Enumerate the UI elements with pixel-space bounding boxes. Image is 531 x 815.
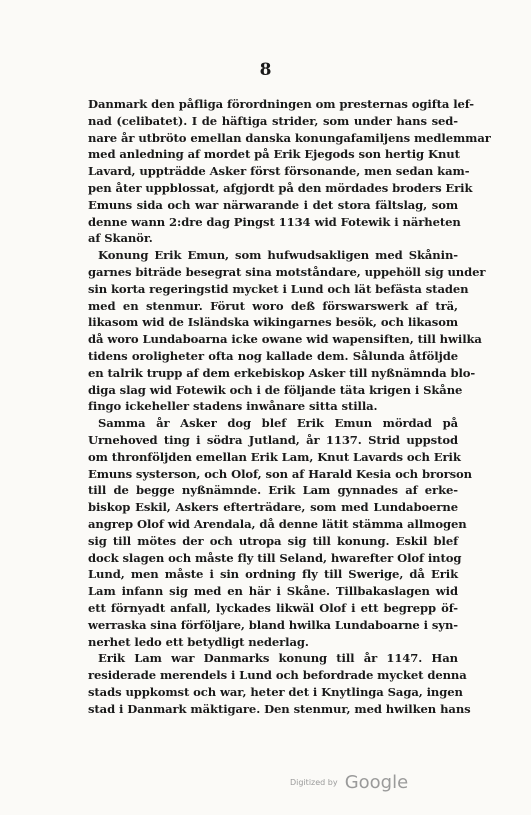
google-logo: Google <box>344 772 409 793</box>
text-line: Emuns sida och war närwarande i det stora fältslag, som <box>88 197 458 212</box>
text-line: stads uppkomst och war, heter det i Knytlinga Saga, ingen <box>88 684 463 699</box>
page-number: 8 <box>259 60 272 80</box>
text-line: nad (celibatet). I de häftiga strider, som under hans sed- <box>88 113 458 128</box>
text-line: Emuns systerson, och Olof, son af Harald Kesia och brorson <box>88 466 472 481</box>
text-line: med anledning af mordet på Erik Ejegods son hertig Knut <box>88 147 460 162</box>
text-line: då woro Lundaboarna icke owane wid wapensiften, till hwilka <box>88 332 482 347</box>
text-line: garnes biträde besegrat sina motståndare, uppehöll sig under <box>88 264 486 279</box>
text-line: diga slag wid Fotewik och i de följande täta krigen i Skåne <box>88 382 463 397</box>
text-line: biskop Eskil, Askers efterträdare, som med Lundaboerne <box>88 500 458 515</box>
text-line: angrep Olof wid Arendala, då denne lätit stämma allmogen <box>88 516 467 531</box>
text-line: nare år utbröto emellan danska konungafamiljens medlemmar <box>88 130 491 145</box>
text-line: Erik Lam war Danmarks konung till år 1147. Han <box>98 651 458 666</box>
text-line: med en stenmur. Förut woro deß förswarswerk af trä, <box>88 298 458 313</box>
text-line: sig till mötes der och utropa sig till konung. Eskil blef <box>88 533 458 548</box>
text-line: residerade merendels i Lund och befordrade mycket denna <box>88 668 467 683</box>
body-text <box>88 96 491 717</box>
text-line: nerhet ledo ett betydligt nederlag. <box>88 634 309 649</box>
text-line: en talrik trupp af dem erkebiskop Asker till nyßnämnda blo- <box>88 365 476 380</box>
text-line: werraska sina förföljare, bland hwilka Lundaboarne i syn- <box>88 617 458 632</box>
text-line: dock slagen och måste fly till Seland, hwarefter Olof intog <box>88 550 462 565</box>
text-line: Samma år Asker dog blef Erik Emun mördad på <box>98 416 458 431</box>
text-line: Urnehoved ting i södra Jutland, år 1137. Strid uppstod <box>88 432 458 447</box>
digitization-watermark <box>290 772 408 793</box>
text-line: sin korta regeringstid mycket i Lund och lät befästa staden <box>88 281 469 296</box>
text-line: till de begge nyßnämnde. Erik Lam gynnades af erke- <box>88 483 458 498</box>
text-line: Lam infann sig med en här i Skåne. Tillbakaslagen wid <box>88 584 458 599</box>
digitized-by-label: Digitized by <box>290 778 338 787</box>
text-line: likasom wid de Isländska wikingarnes besök, och likasom <box>88 315 458 330</box>
text-line: denne wann 2:dre dag Pingst 1134 wid Fotewik i närheten <box>88 214 461 229</box>
text-line: pen åter uppblossat, afgjordt på den mördades broders Erik <box>88 180 473 195</box>
text-line: Lavard, uppträdde Asker först försonande, men sedan kam- <box>88 164 470 179</box>
text-line: Danmark den påfliga förordningen om presternas ogifta lef- <box>88 97 474 111</box>
text-line: stad i Danmark mäktigare. Den stenmur, med hwilken hans <box>88 701 471 716</box>
text-line: Konung Erik Emun, som hufwudsakligen med Skånin- <box>98 248 458 263</box>
text-line: Lund, men måste i sin ordning fly till Swerige, då Erik <box>88 567 458 582</box>
text-line: om thronföljden emellan Erik Lam, Knut Lavards och Erik <box>88 449 461 464</box>
text-line: af Skanör. <box>88 231 153 246</box>
text-line: tidens oroligheter ofta nog kallade dem. Sålunda åtföljde <box>88 348 458 363</box>
text-line: ett förnyadt anfall, lyckades likwäl Olof i ett begrepp öf- <box>88 600 458 615</box>
text-line: fingo ickeheller stadens inwånare sitta stilla. <box>88 399 378 414</box>
